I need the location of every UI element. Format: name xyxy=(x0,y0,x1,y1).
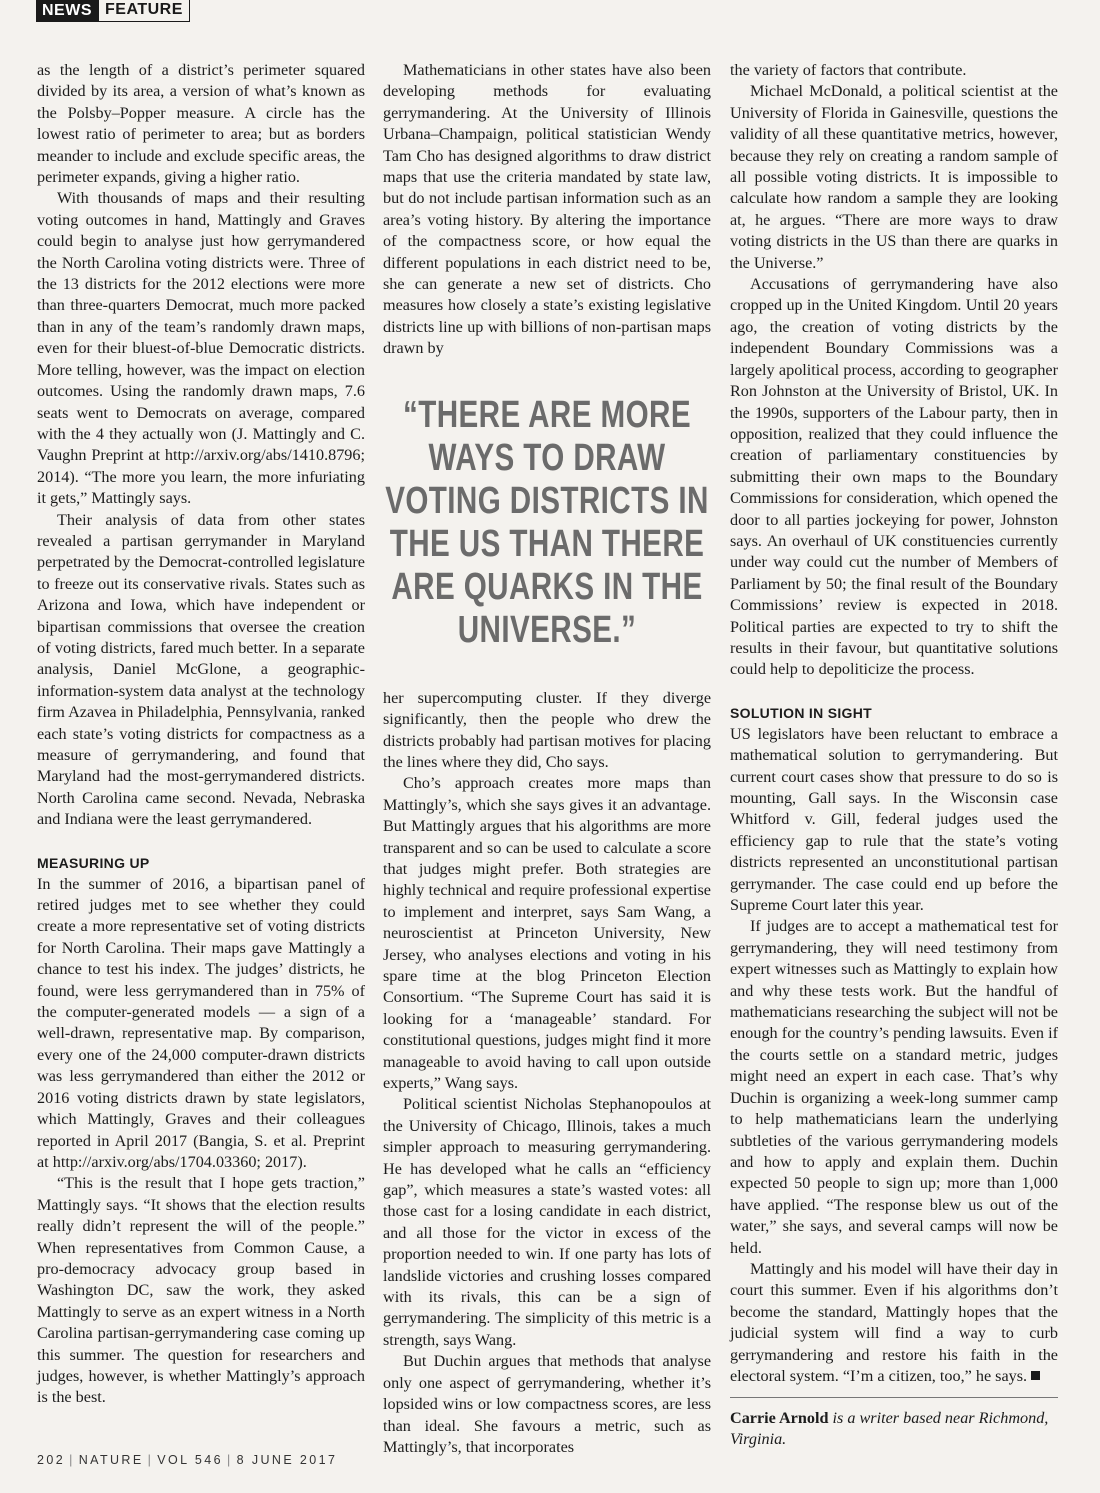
paragraph: US legislators have been reluctant to embrace a mathematical solution to gerrymandering. But current court cases show that pressure to do so is mounting, Gall says. In the Wisconsin case Whitford v. Gill, federal judges used the efficiency gap to rule that the state’s voting districts represented an unconstitutional partisan gerrymander. The case could end up before the Supreme Court later this year. xyxy=(730,724,1058,915)
paragraph: Mathematicians in other states have also been developing methods for evaluating gerrymandering. At the University of Illinois Urbana–Champaign, political statistician Wendy Tam Cho has designed algorithms to draw district maps that use the criteria mandated by state law, but do not include partisan information such as an area’s voting history. By altering the importance of the compactness score, or how equal the different populations in each district need to be, she can generate a new set of districts. Cho measures how closely a state’s existing legislative districts line up with billions of non-partisan maps drawn by xyxy=(383,61,711,358)
footer-volume: VOL 546 xyxy=(157,1453,223,1467)
page-footer xyxy=(37,1453,337,1467)
article-column-3 xyxy=(730,60,1058,1450)
footer-page-number: 202 xyxy=(37,1453,66,1467)
paragraph: Political scientist Nicholas Stephanopoulos at the University of Chicago, Illinois, takes a much simpler approach to measuring gerrymandering. He has developed what he calls an “efficiency gap”, which measures a state’s wasted votes: all those cast for a losing candidate in each district, and all those for the victor in excess of the proportion needed to win. If one party has lots of landslide victories and crushing losses compared with its rivals, this can be a sign of gerrymandering. The simplicity of this metric is a strength, says Wang. xyxy=(383,1095,711,1349)
paragraph: If judges are to accept a mathematical test for gerrymandering, they will need testimony from expert witnesses such as Mattingly to explain how and why these tests work. But the handful of mathematicians researching the subject will not be enough for the country’s pending lawsuits. Even if the courts settle on a standard metric, judges might need an expert in each case. That’s why Duchin is organizing a week-long summer camp to help mathematicians learn the underlying subtleties of the various gerrymandering models and how to apply and explain them. Duchin expected 50 people to sign up; more than 1,000 have applied. “The response blew us out of the water,” she says, and several camps will now be held. xyxy=(730,917,1058,1257)
article-column-1 xyxy=(37,60,365,1409)
byline-divider xyxy=(730,1397,1058,1398)
footer-journal: NATURE xyxy=(78,1453,144,1467)
paragraph: as the length of a district’s perimeter squared divided by its area, a version of what’s known as the Polsby–Popper measure. A circle has the lowest ratio of perimeter to area; but as borders meander to include and exclude specific areas, the perimeter expands, giving a higher ratio. xyxy=(37,61,365,187)
end-mark-icon xyxy=(1031,1371,1040,1380)
paragraph: Cho’s approach creates more maps than Mattingly’s, which she says gives it an advantage. But Mattingly argues that his algorithms are more transparent and so can be used to calculate a score that judges might prefer. Both strategies are highly technical and require professional expertise to implement and interpret, says Sam Wang, a neuroscientist at Princeton University, New Jersey, who analyses elections and voting in his spare time at the blog Princeton Election Consortium. “The Supreme Court has said it is looking for a ‘manageable’ standard. For constitutional questions, judges might find it more manageable to avoid having to call upon outside experts,” Wang says. xyxy=(383,774,711,1092)
subhead-solution-in-sight: SOLUTION IN SIGHT xyxy=(730,704,872,721)
paragraph-final xyxy=(730,1259,1058,1387)
section-header xyxy=(36,0,190,22)
paragraph: Michael McDonald, a political scientist at the University of Florida in Gainesville, questions the validity of all these quantitative metrics, however, because they rely on creating a random sample of all possible voting districts. It is impossible to calculate how random a sample they are looking at, he argues. “There are more ways to draw voting districts in the US than there are quarks in the Universe.” xyxy=(730,82,1058,272)
paragraph: Accusations of gerrymandering have also cropped up in the United Kingdom. Until 20 years ago, the creation of voting districts by the independent Boundary Commissions was a largely apolitical process, according to geographer Ron Johnston at the University of Bristol, UK. In the 1990s, supporters of the Labour party, then in opposition, realized that they could influence the creation of parliamentary constituencies by submitting their own maps to the Boundary Commissions for consideration, which opened the door to all parties jockeying for power, Johnston says. An overhaul of UK constituencies currently under way could cut the number of Members of Parliament by 50; the final result of the Boundary Commissions’ review is expected in 2018. Political parties are expected to try to shift the results in their favour, but quantitative solutions could help to depoliticize the process. xyxy=(730,275,1058,679)
article-column-2 xyxy=(383,60,711,1458)
paragraph: With thousands of maps and their resulting voting outcomes in hand, Mattingly and Graves could begin to analyse just how gerrymandered the North Carolina voting districts were. Three of the 13 districts for the 2012 elections were more than three-quarters Democrat, much more packed than in any of the team’s randomly drawn maps, even for their bluest-of-blue Democratic districts. More telling, however, was the impact on election outcomes. Using the randomly drawn maps, 7.6 seats went to Democrats on average, compared with the 4 they actually won (J. Mattingly and C. Vaughn Preprint at http://arxiv.org/abs/1410.8796; 2014). “The more you learn, the more infuriating it gets,” Mattingly says. xyxy=(37,189,365,508)
subhead-measuring-up: MEASURING UP xyxy=(37,854,150,871)
footer-separator: | xyxy=(69,1453,75,1467)
byline-text: is a writer based near Richmond, Virginia. xyxy=(730,1409,1049,1449)
paragraph: But Duchin argues that methods that analyse only one aspect of gerrymandering, whether it’s lopsided wins or low compactness scores, are less than ideal. She favours a metric, such as Mattingly’s, that incorporates xyxy=(383,1352,711,1456)
byline xyxy=(730,1408,1058,1450)
section-tag-news: NEWS xyxy=(36,0,98,22)
final-paragraph-text: Mattingly and his model will have their day in court this summer. Even if his algorithms don’t become the standard, Mattingly hopes that the judicial system will find a way to curb gerrymandering and restore his faith in the electoral system. “I’m a citizen, too,” he says. xyxy=(730,1259,1058,1385)
footer-date: 8 JUNE 2017 xyxy=(236,1453,338,1467)
paragraph: her supercomputing cluster. If they diverge significantly, then the people who drew the districts probably had partisan motives for placing the lines where they did, Cho says. xyxy=(383,688,711,771)
paragraph: “This is the result that I hope gets traction,” Mattingly says. “It shows that the election results really didn’t represent the will of the people.” When representatives from Common Cause, a pro-democracy advocacy group based in Washington DC, saw the work, they asked Mattingly to serve as an expert witness in a North Carolina partisan-gerrymandering case coming up this summer. The question for researchers and judges, however, is whether Mattingly’s approach is the best. xyxy=(37,1174,365,1407)
footer-separator: | xyxy=(147,1453,154,1467)
paragraph: the variety of factors that contribute. xyxy=(730,61,967,79)
paragraph: Their analysis of data from other states revealed a partisan gerrymander in Maryland perpetrated by the Democrat-controlled legislature to freeze out its conservative rivals. States such as Arizona and Iowa, which have independent or bipartisan commissions that oversee the creation of voting districts, fared much better. In a separate analysis, Daniel McGlone, a geographic-information-system data analyst at the technology firm Azavea in Philadelphia, Pennsylvania, ranked each state’s voting districts for compactness as a measure of gerrymandering, and found that Maryland had the most-gerrymandered districts. North Carolina came second. Nevada, Nebraska and Indiana were the least gerrymandered. xyxy=(37,510,365,829)
section-tag-feature: FEATURE xyxy=(98,0,190,22)
footer-separator: | xyxy=(226,1453,233,1467)
paragraph: In the summer of 2016, a bipartisan panel of retired judges met to see whether they could create a more representative set of voting districts for North Carolina. Their maps gave Mattingly a chance to test his index. The judges’ districts, he found, were less gerrymandered than in 75% of the computer-generated models — a sign of a well-drawn, representative map. By comparison, every one of the 24,000 computer-drawn districts was less gerrymandered than either the 2012 or 2016 voting districts drawn by state legislators, which Mattingly, Graves and their colleagues reported in April 2017 (Bangia, S. et al. Preprint at http://arxiv.org/abs/1704.03360; 2017). xyxy=(37,874,365,1171)
byline-author: Carrie Arnold xyxy=(730,1409,829,1428)
pull-quote: “THERE ARE MORE WAYS TO DRAW VOTING DISTRICTS IN THE US THAN THERE ARE QUARKS IN THE UNIVERSE.” xyxy=(385,393,709,651)
